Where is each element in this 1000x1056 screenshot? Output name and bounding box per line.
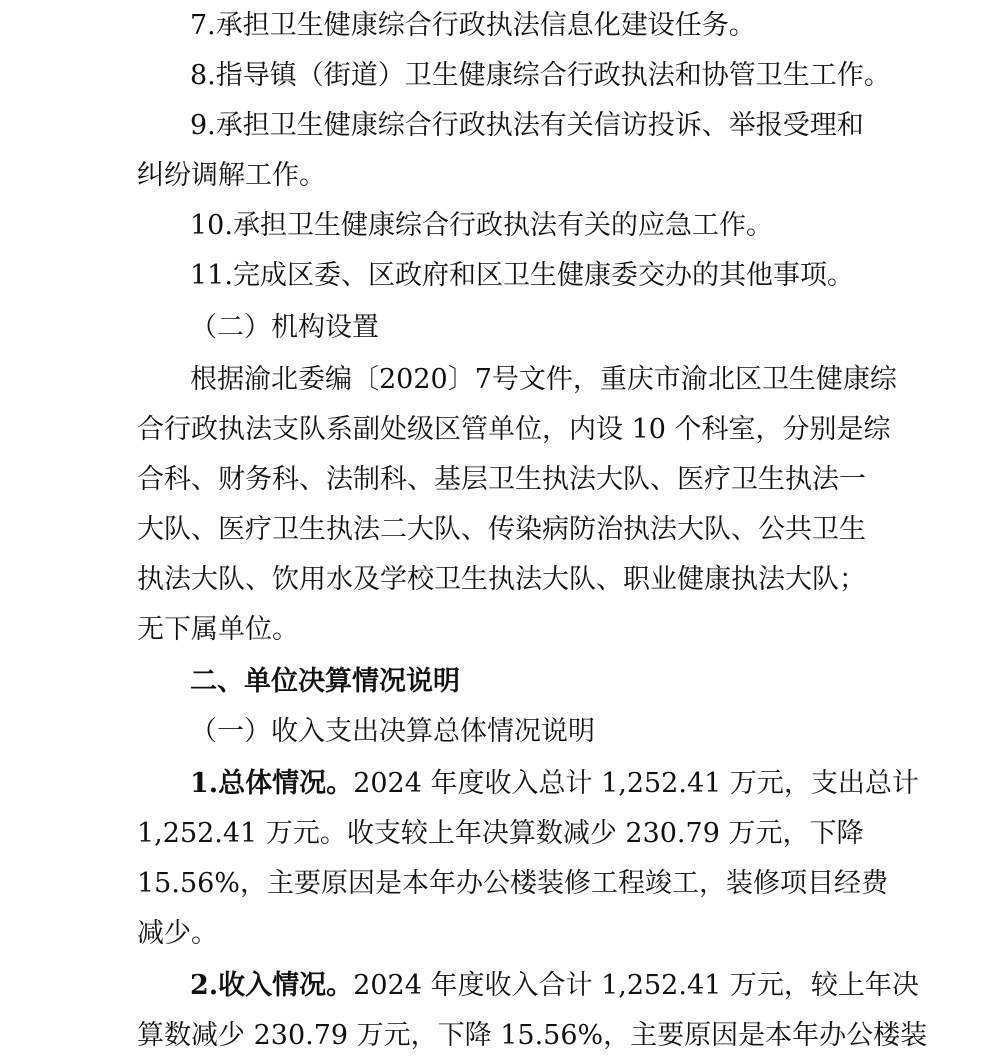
org-section-heading: （二）机构设置 [190, 312, 379, 343]
duty-item-9-line-1: 9.承担卫生健康综合行政执法有关信访投诉、举报受理和 [190, 110, 864, 141]
income-line-1 [190, 968, 970, 1004]
duty-item-9-line-2: 纠纷调解工作。 [137, 160, 326, 191]
overall-line-2: 1,252.41 万元。收支较上年决算数减少 230.79 万元，下降 [137, 818, 864, 849]
duty-item-10: 10.承担卫生健康综合行政执法有关的应急工作。 [190, 210, 773, 241]
org-paragraph-line-3: 合科、财务科、法制科、基层卫生执法大队、医疗卫生执法一 [137, 464, 866, 495]
income-label: 2.收入情况。 [190, 970, 354, 1001]
duty-item-8: 8.指导镇（街道）卫生健康综合行政执法和协管卫生工作。 [190, 60, 891, 91]
org-paragraph-line-2: 合行政执法支队系副处级区管单位，内设 10 个科室，分别是综 [137, 414, 891, 445]
subsection-one-heading: （一）收入支出决算总体情况说明 [190, 716, 595, 747]
overall-line-4: 减少。 [137, 918, 218, 949]
duty-item-11: 11.完成区委、区政府和区卫生健康委交办的其他事项。 [190, 260, 854, 291]
org-paragraph-line-4: 大队、医疗卫生执法二大队、传染病防治执法大队、公共卫生 [137, 514, 866, 545]
duty-item-7: 7.承担卫生健康综合行政执法信息化建设任务。 [190, 10, 756, 41]
overall-text-1: 2024 年度收入总计 1,252.41 万元，支出总计 [353, 768, 919, 799]
overall-line-3: 15.56%，主要原因是本年办公楼装修工程竣工，装修项目经费 [137, 868, 888, 899]
overall-label: 1.总体情况。 [190, 768, 354, 799]
income-text-1: 2024 年度收入合计 1,252.41 万元，较上年决 [353, 970, 919, 1001]
section-two-heading: 二、单位决算情况说明 [190, 666, 460, 697]
income-line-2: 算数减少 230.79 万元，下降 15.56%，主要原因是本年办公楼装 [137, 1020, 928, 1051]
org-paragraph-line-6: 无下属单位。 [137, 614, 299, 645]
overall-line-1 [190, 766, 970, 802]
org-paragraph-line-5: 执法大队、饮用水及学校卫生执法大队、职业健康执法大队； [137, 564, 866, 595]
org-paragraph-line-1: 根据渝北委编〔2020〕7号文件，重庆市渝北区卫生健康综 [190, 364, 897, 395]
